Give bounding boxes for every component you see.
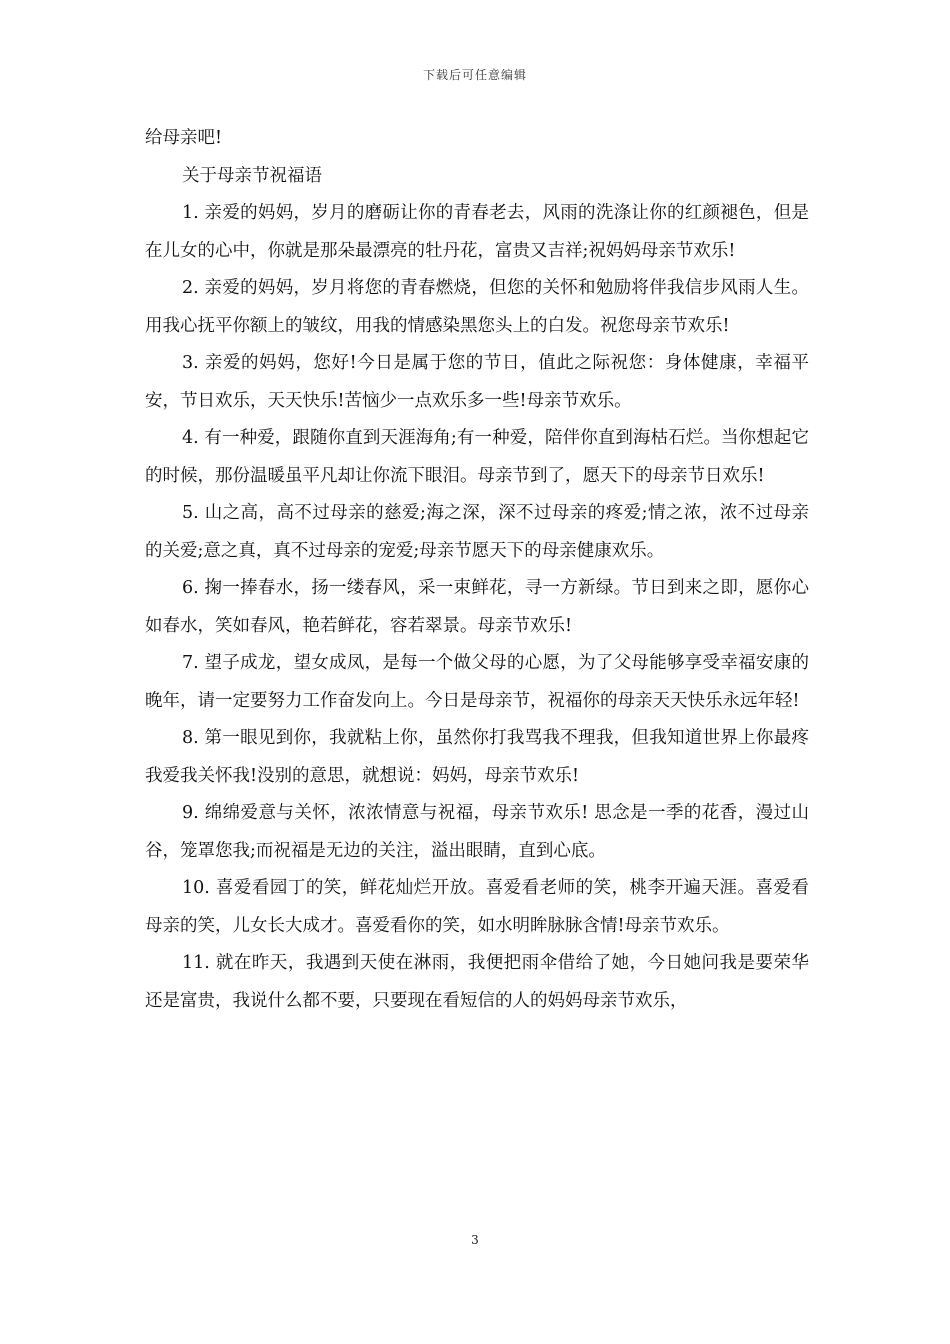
page-header: 下载后可任意编辑: [422, 68, 527, 82]
page-number: 3: [471, 1233, 479, 1247]
list-item: 7. 望子成龙，望女成凤，是每一个做父母的心愿，为了父母能够享受幸福安康的晚年，请一定要努力工作奋发向上。今日是母亲节，祝福你的母亲天天快乐永远年轻!: [145, 653, 809, 711]
list-item: 1. 亲爱的妈妈，岁月的磨砺让你的青春老去，风雨的洗涤让你的红颜褪色，但是在儿女的心中，你就是那朵最漂亮的牡丹花，富贵又吉祥;祝妈妈母亲节欢乐!: [145, 203, 809, 261]
list-item: 9. 绵绵爱意与关怀，浓浓情意与祝福，母亲节欢乐! 思念是一季的花香，漫过山谷，笼罩您我;而祝福是无边的关注，溢出眼睛，直到心底。: [145, 803, 809, 861]
list-item: 10. 喜爱看园丁的笑，鲜花灿烂开放。喜爱看老师的笑，桃李开遍天涯。喜爱看母亲的笑，儿女长大成才。喜爱看你的笑，如水明眸脉脉含情!母亲节欢乐。: [145, 878, 809, 936]
section-title: 关于母亲节祝福语: [182, 165, 322, 186]
list-item: 4. 有一种爱，跟随你直到天涯海角;有一种爱，陪伴你直到海枯石烂。当你想起它的时候，那份温暖虽平凡却让你流下眼泪。母亲节到了，愿天下的母亲节日欢乐!: [145, 428, 809, 486]
list-item: 8. 第一眼见到你，我就粘上你，虽然你打我骂我不理我，但我知道世界上你最疼我爱我关怀我!没别的意思，就想说：妈妈，母亲节欢乐!: [145, 728, 809, 786]
list-item: 11. 就在昨天，我遇到天使在淋雨，我便把雨伞借给了她，今日她问我是要荣华还是富贵，我说什么都不要，只要现在看短信的人的妈妈母亲节欢乐，: [145, 953, 809, 1011]
list-item: 2. 亲爱的妈妈，岁月将您的青春燃烧，但您的关怀和勉励将伴我信步风雨人生。用我心抚平你额上的皱纹，用我的情感染黑您头上的白发。祝您母亲节欢乐!: [145, 278, 809, 336]
list-item: 6. 掬一捧春水，扬一缕春风，采一束鲜花，寻一方新绿。节日到来之即，愿你心如春水，笑如春风，艳若鲜花，容若翠景。母亲节欢乐!: [145, 578, 809, 636]
document-body: [145, 120, 809, 1020]
list-item: 5. 山之高，高不过母亲的慈爱;海之深，深不过母亲的疼爱;情之浓，浓不过母亲的关爱;意之真，真不过母亲的宠爱;母亲节愿天下的母亲健康欢乐。: [145, 503, 809, 561]
continuation-text: 给母亲吧!: [145, 128, 223, 148]
list-item: 3. 亲爱的妈妈，您好!今日是属于您的节日，值此之际祝您：身体健康，幸福平安，节日欢乐，天天快乐!苦恼少一点欢乐多一些!母亲节欢乐。: [145, 353, 809, 411]
